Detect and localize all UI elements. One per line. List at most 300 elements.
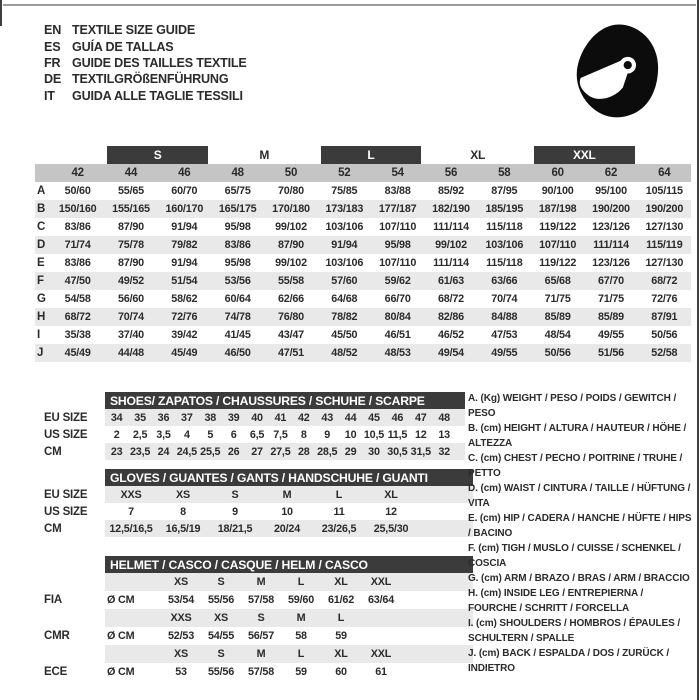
helmet-size-header: XXL [370, 648, 392, 660]
size-cell: 80/84 [384, 311, 411, 323]
helmet-size-header: M [256, 576, 266, 588]
size-group-xxl: XXL [534, 146, 635, 164]
size-cell: 85/89 [544, 311, 571, 323]
size-cell: 170/180 [272, 203, 310, 215]
helmet-label-spacer [44, 645, 105, 663]
row-letter: E [37, 257, 45, 269]
size-cell: 155/165 [112, 203, 150, 215]
helmet-value-row [105, 663, 473, 681]
size-row-a [35, 182, 691, 200]
size-cell: 103/106 [325, 257, 364, 269]
helmet-size-spacer [105, 573, 161, 591]
size-cell: 54/58 [64, 293, 91, 305]
gloves-filler-cell [417, 486, 473, 503]
helmet-size-header: XS [173, 648, 188, 660]
helmet-size-header: S [217, 576, 225, 588]
gloves-label: EU SIZE [44, 488, 88, 501]
shoes-cell: 43 [321, 411, 334, 424]
size-cell: 49/54 [437, 347, 464, 359]
size-cell: 190/200 [645, 203, 684, 215]
gloves-cell: XS [175, 488, 190, 501]
size-cell: 35/38 [64, 329, 91, 341]
size-cell: 95/98 [384, 239, 411, 251]
language-code: DE [44, 72, 62, 87]
shoes-cell: 28 [298, 445, 310, 458]
size-row-i [35, 326, 691, 344]
row-letter: A [37, 185, 46, 197]
gloves-filler-cell [417, 520, 473, 537]
size-cell: 67/70 [597, 275, 624, 287]
helmet-filler-cell [401, 573, 473, 591]
racing-helmet-icon [571, 21, 661, 121]
row-letter: C [37, 221, 46, 233]
shoes-cell: 45 [368, 411, 380, 424]
size-cell: 39/42 [171, 329, 198, 341]
language-code: EN [44, 23, 62, 38]
helmet-size-header: L [297, 648, 305, 660]
size-cell: 60/70 [171, 185, 198, 197]
size-cell: 119/122 [539, 257, 577, 269]
helmet-size-spacer [105, 645, 161, 663]
helmet-section [44, 556, 473, 681]
language-title: GUIDE DES TAILLES TEXTILE [72, 55, 247, 70]
shoes-cell: 9 [324, 428, 331, 441]
size-group-m: M [259, 148, 270, 162]
helmet-size-header: M [296, 612, 306, 624]
row-letter: H [37, 311, 46, 323]
helmet-row-labels [44, 556, 105, 681]
measurement-legend-item: E. (cm) HIP / CADERA / HANCHE / HÜFTE / HIPS / BACINO [468, 513, 692, 539]
textile-size-table [35, 146, 691, 362]
row-letter: J [37, 347, 44, 359]
shoes-cell: 38 [204, 411, 217, 424]
size-cell: 70/74 [117, 311, 144, 323]
size-cell: 50/56 [651, 329, 678, 341]
language-title: TEXTILGRÖßENFÜHRUNG [72, 72, 229, 87]
helmet-size-header [361, 609, 401, 627]
gloves-cell: 8 [180, 505, 186, 518]
size-cell: 62/66 [277, 293, 304, 305]
language-legend-item [44, 22, 247, 38]
row-letter: G [37, 293, 46, 305]
size-row-j [35, 344, 691, 362]
size-cell: 187/198 [538, 203, 577, 215]
size-column-header: 48 [231, 167, 244, 179]
frame-left-line [0, 0, 2, 26]
size-group-s: S [107, 146, 208, 164]
shoes-cell: 30,5 [387, 445, 408, 458]
size-cell: 68/72 [437, 293, 464, 305]
gloves-label: US SIZE [44, 505, 88, 518]
size-cell: 127/130 [645, 221, 684, 233]
gloves-cell: XXS [120, 488, 142, 501]
size-cell: 127/130 [645, 257, 684, 269]
helmet-value-row [105, 627, 473, 645]
frame-right-line [697, 0, 699, 700]
size-cell: 95/98 [224, 257, 251, 269]
size-cell: 72/76 [171, 311, 198, 323]
size-cell: 190/200 [592, 203, 630, 215]
size-cell: 52/58 [651, 347, 678, 359]
shoes-cell: 12 [414, 428, 427, 441]
size-table-body [35, 182, 691, 362]
size-cell: 82/86 [437, 311, 464, 323]
size-cell: 51/56 [597, 347, 624, 359]
size-cell: 71/74 [64, 239, 91, 251]
size-cell: 107/110 [379, 221, 417, 233]
shoes-section [44, 392, 465, 460]
size-cell: 115/118 [486, 257, 523, 269]
gloves-row [105, 520, 473, 537]
helmet-value-cell: 59 [335, 630, 347, 642]
gloves-cell: M [282, 488, 292, 501]
gloves-filler-cell [417, 503, 473, 520]
helmet-value-cell: 53/54 [167, 594, 195, 606]
helmet-value-cell [361, 627, 401, 645]
size-cell: 48/54 [544, 329, 571, 341]
gloves-row [105, 486, 473, 503]
gloves-cell: XL [384, 488, 398, 501]
size-cell: 70/80 [277, 185, 304, 197]
shoes-cell: 10 [344, 428, 357, 441]
language-code: IT [44, 88, 55, 103]
helmet-body [105, 573, 473, 681]
shoes-cell: 48 [438, 411, 450, 424]
measurement-legend-item: D. (cm) WAIST / CINTURA / TAILLE / HÜFTUNG / VITA [468, 483, 691, 509]
size-cell: 115/119 [646, 239, 683, 251]
helmet-size-row [105, 645, 473, 663]
size-cell: 48/52 [331, 347, 358, 359]
size-cell: 107/110 [539, 239, 577, 251]
helmet-size-row [105, 609, 473, 627]
helmet-size-header: S [217, 648, 225, 660]
helmet-value-cell: 61/62 [327, 594, 355, 606]
helmet-size-header: XL [334, 648, 348, 660]
size-cell: 75/85 [331, 185, 358, 197]
gloves-cell: 11 [333, 505, 345, 518]
shoes-cell: 5 [207, 428, 214, 441]
size-cell: 85/92 [437, 185, 464, 197]
size-cell: 49/55 [491, 347, 518, 359]
size-cell: 65/75 [224, 185, 251, 197]
shoes-cell: 46 [391, 411, 404, 424]
shoes-cell: 25,5 [200, 445, 221, 458]
size-cell: 65/68 [544, 275, 571, 287]
size-cell: 47/51 [277, 347, 304, 359]
size-cell: 123/126 [592, 257, 630, 269]
language-code: ES [44, 39, 61, 54]
shoes-label: EU SIZE [44, 411, 88, 424]
size-column-header: 42 [71, 167, 84, 179]
shoes-cell: 32 [438, 445, 450, 458]
size-cell: 64/68 [331, 293, 358, 305]
size-row-g [35, 290, 691, 308]
shoes-cell: 36 [157, 411, 170, 424]
measurement-legend-item: F. (cm) TIGH / MUSLO / CUISSE / SCHENKEL / COSCIA [468, 543, 681, 569]
gloves-cell: 9 [232, 505, 238, 518]
shoes-filler-cell [456, 443, 465, 460]
shoes-cell: 13 [438, 428, 450, 441]
shoes-cell: 47 [414, 411, 427, 424]
helmet-value-cell: 59/60 [287, 594, 315, 606]
helmet-filler-cell [401, 627, 473, 645]
helmet-value-cell: 52/53 [167, 630, 195, 642]
measurement-legend-item: I. (cm) SHOULDERS / HOMBROS / ÉPAULES / SCHULTERN / SPALLE [468, 618, 681, 644]
helmet-value-cell: 57/58 [247, 666, 275, 678]
frame-top-line [3, 4, 696, 6]
gloves-title: GLOVES / GUANTES / GANTS / HANDSCHUHE / GUANTI [105, 469, 473, 486]
helmet-value-cell: 59 [295, 666, 307, 678]
shoes-cell: 29 [344, 445, 357, 458]
shoes-cell: 30 [368, 445, 380, 458]
helmet-standard-label: ECE [44, 666, 68, 678]
size-row-h [35, 308, 691, 326]
size-cell: 56/60 [117, 293, 144, 305]
language-legend-item [44, 71, 247, 87]
measurement-legend-item: A. (Kg) WEIGHT / PESO / POIDS / GEWITCH / PESO [468, 393, 677, 419]
shoes-cell: 23,5 [129, 445, 151, 458]
size-cell: 70/74 [491, 293, 518, 305]
size-cell: 107/110 [379, 257, 417, 269]
shoes-row [105, 443, 465, 460]
size-cell: 45/49 [171, 347, 198, 359]
gloves-cell: 25,5/30 [373, 522, 409, 535]
size-cell: 91/94 [331, 239, 358, 251]
size-cell: 83/86 [64, 221, 91, 233]
shoes-cell: 8 [300, 428, 307, 441]
size-cell: 182/190 [432, 203, 470, 215]
size-cell: 111/114 [433, 221, 469, 233]
helmet-size-header: XS [173, 576, 188, 588]
language-legend-item [44, 88, 247, 104]
row-letter: I [37, 329, 40, 341]
row-letter: D [37, 239, 46, 251]
shoes-cell: 26 [227, 445, 240, 458]
measurement-legend-item: B. (cm) HEIGHT / ALTURA / HAUTEUR / HÖHE / ALTEZZA [468, 423, 687, 449]
size-cell: 85/89 [597, 311, 624, 323]
size-cell: 43/47 [277, 329, 304, 341]
size-cell: 105/115 [645, 185, 683, 197]
size-cell: 87/90 [117, 221, 144, 233]
size-cell: 119/122 [539, 221, 577, 233]
size-cell: 55/58 [277, 275, 304, 287]
language-title: TEXTILE SIZE GUIDE [72, 23, 196, 38]
size-column-header: 44 [124, 167, 138, 179]
size-cell: 46/52 [437, 329, 464, 341]
shoes-cell: 4 [183, 428, 190, 441]
size-cell: 99/102 [275, 221, 307, 233]
size-column-header: 64 [658, 167, 671, 179]
size-cell: 150/160 [58, 203, 97, 215]
language-legend-item [44, 38, 247, 54]
shoes-cell: 6 [230, 428, 237, 441]
helmet-value-cell: 54/55 [207, 630, 235, 642]
gloves-cell: 10 [281, 505, 293, 518]
gloves-cell: 12,5/16,5 [109, 522, 153, 535]
size-cell: 165/175 [218, 203, 257, 215]
size-cell: 99/102 [275, 257, 307, 269]
shoes-cell: 27 [251, 445, 263, 458]
helmet-size-header: S [257, 612, 265, 624]
helmet-filler-cell [401, 609, 473, 627]
size-cell: 46/50 [224, 347, 251, 359]
size-cell: 99/102 [435, 239, 467, 251]
helmet-size-header: XS [213, 612, 228, 624]
size-cell: 50/56 [544, 347, 571, 359]
size-cell: 71/75 [597, 293, 624, 305]
size-cell: 90/100 [541, 185, 574, 197]
size-cell: 87/90 [117, 257, 144, 269]
size-group-xl: XL [470, 148, 486, 162]
shoes-cell: 6,5 [249, 428, 265, 441]
size-cell: 61/63 [437, 275, 464, 287]
shoes-filler-cell [456, 426, 465, 443]
size-row-d [35, 236, 691, 254]
gloves-cell: 12 [385, 505, 397, 518]
shoes-cell: 10,5 [363, 428, 385, 441]
shoes-cell: 44 [344, 411, 357, 424]
helmet-size-header: XL [334, 576, 348, 588]
size-cell: 84/88 [491, 311, 518, 323]
shoes-cell: 3,5 [156, 428, 171, 441]
size-cell: 83/86 [224, 239, 251, 251]
helmet-size-header: XXS [170, 612, 192, 624]
size-cell: 68/72 [64, 311, 91, 323]
helmet-filler-cell [401, 591, 473, 609]
size-column-header: 46 [178, 167, 191, 179]
corner-cell [35, 164, 51, 182]
gloves-cell: 23/26,5 [321, 522, 357, 535]
size-cell: 87/90 [277, 239, 304, 251]
size-cell: 57/60 [331, 275, 358, 287]
shoes-cell: 2,5 [132, 428, 148, 441]
size-cell: 103/106 [325, 221, 364, 233]
helmet-filler-cell [401, 663, 473, 681]
size-cell: 41/45 [224, 329, 251, 341]
shoes-cell: 40 [251, 411, 263, 424]
helmet-value-cell: 61 [375, 666, 387, 678]
size-cell: 72/76 [651, 293, 678, 305]
size-cell: 59/62 [384, 275, 411, 287]
shoes-cell: 42 [298, 411, 310, 424]
row-letter: B [37, 203, 46, 215]
size-cell: 37/40 [117, 329, 144, 341]
size-cell: 49/55 [597, 329, 624, 341]
size-row-b [35, 200, 691, 218]
size-cell: 177/187 [378, 203, 417, 215]
size-cell: 91/94 [171, 221, 198, 233]
helmet-unit-label: Ø CM [107, 666, 135, 678]
shoes-cell: 39 [227, 411, 240, 424]
shoes-row-labels [44, 392, 105, 460]
helmet-size-header: L [337, 612, 345, 624]
size-cell: 58/62 [171, 293, 198, 305]
shoes-title: SHOES/ ZAPATOS / CHAUSSURES / SCHUHE / SCARPE [105, 392, 465, 409]
helmet-filler-cell [401, 645, 473, 663]
size-cell: 74/78 [224, 311, 251, 323]
shoes-row [105, 426, 465, 443]
language-legend [44, 22, 247, 104]
gloves-label: CM [44, 522, 62, 535]
size-column-header: 52 [338, 167, 351, 179]
size-cell: 53/56 [224, 275, 251, 287]
size-cell: 185/195 [485, 203, 524, 215]
helmet-standard-label: CMR [44, 630, 70, 642]
language-code: FR [44, 55, 61, 70]
size-cell: 50/60 [64, 185, 91, 197]
helmet-title: HELMET / CASCO / CASQUE / HELM / CASCO [105, 556, 473, 573]
size-cell: 83/88 [384, 185, 411, 197]
gloves-row-labels [44, 469, 105, 537]
helmet-value-cell: 55/56 [207, 666, 235, 678]
helmet-value-cell: 57/58 [247, 594, 275, 606]
size-cell: 95/100 [595, 185, 627, 197]
shoes-cell: 2 [113, 428, 120, 441]
shoes-label: US SIZE [44, 428, 88, 441]
size-cell: 79/82 [171, 239, 198, 251]
shoes-cell: 24 [157, 445, 170, 458]
size-cell: 71/75 [544, 293, 571, 305]
shoes-cell: 35 [134, 411, 146, 424]
size-column-header: 50 [284, 167, 298, 179]
size-cell: 47/50 [64, 275, 91, 287]
helmet-size-header: M [256, 648, 266, 660]
size-cell: 173/183 [325, 203, 364, 215]
size-row-e [35, 254, 691, 272]
shoes-cell: 37 [181, 411, 193, 424]
helmet-label-spacer [44, 609, 105, 627]
helmet-value-cell: 63/64 [367, 594, 395, 606]
size-cell: 91/94 [171, 257, 198, 269]
size-column-header: 62 [604, 167, 618, 179]
size-cell: 115/118 [486, 221, 523, 233]
helmet-size-header: XXL [370, 576, 392, 588]
size-cell: 83/86 [64, 257, 91, 269]
size-cell: 75/78 [117, 239, 144, 251]
shoes-cell: 7,5 [273, 428, 288, 441]
shoes-cell: 27,5 [270, 445, 291, 458]
size-cell: 48/53 [384, 347, 411, 359]
shoes-cell: 41 [274, 411, 287, 424]
language-title: GUÍA DE TALLAS [72, 39, 174, 54]
size-cell: 87/91 [651, 311, 678, 323]
gloves-body [105, 486, 473, 537]
helmet-value-row [105, 591, 473, 609]
shoes-cell: 34 [110, 411, 123, 424]
shoes-cell: 28,5 [317, 445, 338, 458]
helmet-standard-label: FIA [44, 594, 62, 606]
row-letter: F [37, 275, 44, 287]
size-row-c [35, 218, 691, 236]
helmet-size-header: L [297, 576, 305, 588]
shoes-body [105, 409, 465, 460]
measurement-legend [468, 391, 694, 676]
size-group-l: L [321, 146, 422, 164]
gloves-cell: 18/21,5 [217, 522, 253, 535]
size-column-header: 56 [444, 167, 458, 179]
helmet-value-cell: 55/56 [207, 594, 235, 606]
gloves-cell: S [231, 488, 239, 501]
helmet-unit-label: Ø CM [107, 594, 135, 606]
helmet-label-spacer [44, 573, 105, 591]
size-cell: 95/98 [224, 221, 251, 233]
size-column-header: 58 [498, 167, 511, 179]
helmet-size-row [105, 573, 473, 591]
size-cell: 51/54 [171, 275, 198, 287]
helmet-value-cell: 56/57 [247, 630, 275, 642]
gloves-cell: L [335, 488, 343, 501]
helmet-unit-label: Ø CM [107, 630, 135, 642]
